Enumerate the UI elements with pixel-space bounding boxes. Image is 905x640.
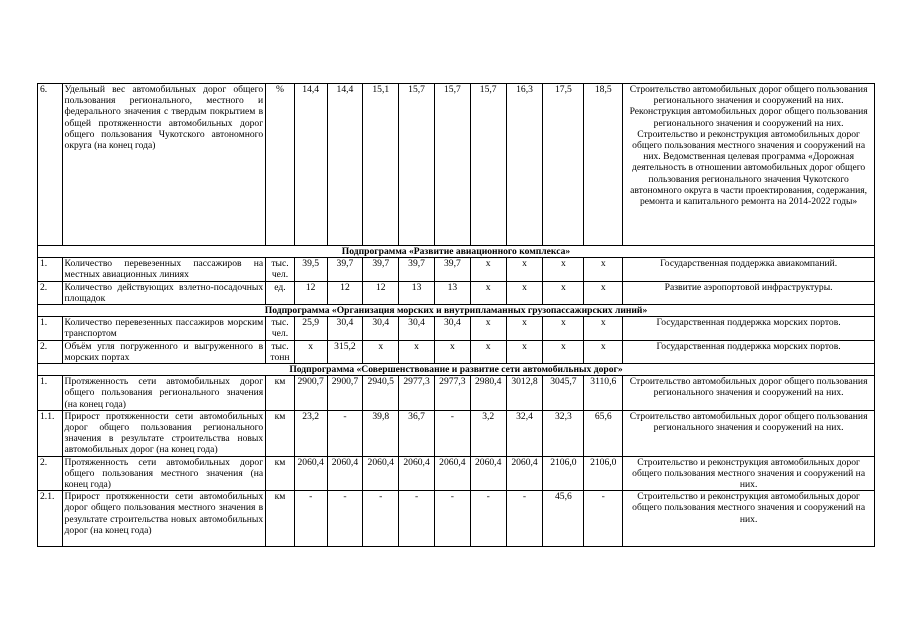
value-cell: 3,2 — [470, 410, 506, 456]
unit-cell: км — [266, 456, 295, 491]
value-cell: 39,8 — [363, 410, 399, 456]
value-cell: х — [294, 340, 327, 363]
table-row — [38, 317, 875, 340]
value-cell: 2106,0 — [584, 456, 623, 491]
value-cell: х — [543, 340, 584, 363]
value-cell: 32,4 — [506, 410, 543, 456]
value-cell: 2060,4 — [399, 456, 435, 491]
table-row — [38, 491, 875, 547]
value-cell: х — [470, 317, 506, 340]
value-cell: 2060,4 — [363, 456, 399, 491]
measures-cell: Государственная поддержка морских портов. — [623, 317, 875, 340]
table-row — [38, 410, 875, 456]
value-cell: х — [584, 317, 623, 340]
value-cell: х — [363, 340, 399, 363]
value-cell: - — [434, 410, 470, 456]
value-cell: 14,4 — [327, 84, 363, 246]
value-cell: 2977,3 — [434, 376, 470, 411]
value-cell: - — [470, 491, 506, 547]
row-number: 6. — [38, 84, 63, 246]
indicator-name: Удельный вес автомобильных дорог общего пользования регионального, местного и федерального значения с твердым покрытием в общей протяженности автомобильных дорог общего пользования Чукотского автономного округа (на конец года) — [62, 84, 266, 246]
value-cell: х — [506, 317, 543, 340]
indicator-name: Протяженность сети автомобильных дорог общего пользования регионального значения (на конец года) — [62, 376, 266, 411]
row-number: 2. — [38, 281, 63, 304]
measures-cell: Строительство автомобильных дорог общего пользования регионального значения и сооружений на них. — [623, 376, 875, 411]
value-cell: - — [584, 491, 623, 547]
value-cell: 16,3 — [506, 84, 543, 246]
row-number: 2. — [38, 456, 63, 491]
value-cell: 12 — [363, 281, 399, 304]
unit-cell: км — [266, 410, 295, 456]
table-row — [38, 258, 875, 281]
row-number: 2.1. — [38, 491, 63, 547]
value-cell: 15,7 — [434, 84, 470, 246]
table-row — [38, 84, 875, 246]
indicator-name: Прирост протяженности сети автомобильных дорог общего пользования регионального значения в результате строительства новых автомобильных дорог (на конец года) — [62, 410, 266, 456]
value-cell: х — [543, 258, 584, 281]
subprogram-header-row — [38, 305, 875, 317]
value-cell: 30,4 — [363, 317, 399, 340]
value-cell: х — [543, 281, 584, 304]
value-cell: х — [470, 258, 506, 281]
value-cell: 39,5 — [294, 258, 327, 281]
indicator-name: Прирост протяженности сети автомобильных дорог общего пользования местного значения в результате строительства новых автомобильных дорог (на конец года) — [62, 491, 266, 547]
value-cell: 3012,8 — [506, 376, 543, 411]
unit-cell: км — [266, 376, 295, 411]
value-cell: 14,4 — [294, 84, 327, 246]
value-cell: 65,6 — [584, 410, 623, 456]
value-cell: 30,4 — [434, 317, 470, 340]
table-row — [38, 456, 875, 491]
measures-cell: Строительство и реконструкция автомобильных дорог общего пользования местного значения и сооружений на них. — [623, 456, 875, 491]
value-cell: 2060,4 — [434, 456, 470, 491]
value-cell: 2900,7 — [327, 376, 363, 411]
subprogram-title: Подпрограмма «Совершенствование и развитие сети автомобильных дорог» — [38, 364, 875, 376]
value-cell: - — [294, 491, 327, 547]
value-cell: 30,4 — [399, 317, 435, 340]
value-cell: 315,2 — [327, 340, 363, 363]
value-cell: х — [584, 340, 623, 363]
unit-cell: ед. — [266, 281, 295, 304]
value-cell: 39,7 — [434, 258, 470, 281]
value-cell: х — [399, 340, 435, 363]
indicator-name: Количество действующих взлетно-посадочных площадок — [62, 281, 266, 304]
row-number: 1. — [38, 376, 63, 411]
value-cell: - — [399, 491, 435, 547]
measures-cell: Строительство автомобильных дорог общего пользования регионального значения и сооружений на них. Реконструкция автомобильных дорог общего пользования регионального значения и сооружений на них. Строительство и реконструкция автомобильных дорог общего пользования местного значения и сооружений на них. Ведомственная целевая программа «Дорожная деятельность в отношении автомобильных дорог общего пользования регионального значения Чукотского автономного округа в части проектирования, содержания, ремонта и капитального ремонта на 2014-2022 годы» — [623, 84, 875, 246]
value-cell: 36,7 — [399, 410, 435, 456]
row-number: 1.1. — [38, 410, 63, 456]
value-cell: - — [506, 491, 543, 547]
value-cell: х — [470, 340, 506, 363]
value-cell: - — [363, 491, 399, 547]
subprogram-title: Подпрограмма «Организация морских и внутрипламанных грузопассажирских линий» — [38, 305, 875, 317]
value-cell: 17,5 — [543, 84, 584, 246]
table-row — [38, 340, 875, 363]
row-number: 2. — [38, 340, 63, 363]
indicators-table — [37, 83, 875, 547]
value-cell: 13 — [434, 281, 470, 304]
measures-cell: Государственная поддержка авиакомпаний. — [623, 258, 875, 281]
measures-cell: Строительство и реконструкция автомобильных дорог общего пользования местного значения и сооружений на них. — [623, 491, 875, 547]
value-cell: 15,7 — [470, 84, 506, 246]
value-cell: 13 — [399, 281, 435, 304]
value-cell: х — [543, 317, 584, 340]
value-cell: 2900,7 — [294, 376, 327, 411]
value-cell: х — [584, 281, 623, 304]
unit-cell: тыс. тонн — [266, 340, 295, 363]
unit-cell: км — [266, 491, 295, 547]
value-cell: - — [434, 491, 470, 547]
row-number: 1. — [38, 317, 63, 340]
indicator-name: Количество перевезенных пассажиров на местных авиационных линиях — [62, 258, 266, 281]
measures-cell: Развитие аэропортовой инфраструктуры. — [623, 281, 875, 304]
value-cell: 2060,4 — [327, 456, 363, 491]
value-cell: 25,9 — [294, 317, 327, 340]
table-row — [38, 281, 875, 304]
value-cell: 3045,7 — [543, 376, 584, 411]
value-cell: х — [506, 258, 543, 281]
value-cell: 12 — [327, 281, 363, 304]
unit-cell: % — [266, 84, 295, 246]
value-cell: 2106,0 — [543, 456, 584, 491]
value-cell: 39,7 — [327, 258, 363, 281]
value-cell: - — [327, 410, 363, 456]
unit-cell: тыс. чел. — [266, 317, 295, 340]
value-cell: 39,7 — [399, 258, 435, 281]
value-cell: 39,7 — [363, 258, 399, 281]
value-cell: 32,3 — [543, 410, 584, 456]
value-cell: - — [327, 491, 363, 547]
value-cell: х — [434, 340, 470, 363]
value-cell: 2940,5 — [363, 376, 399, 411]
value-cell: 2060,4 — [506, 456, 543, 491]
value-cell: 15,1 — [363, 84, 399, 246]
subprogram-header-row — [38, 246, 875, 258]
value-cell: 2060,4 — [470, 456, 506, 491]
value-cell: 23,2 — [294, 410, 327, 456]
indicator-name: Количество перевезенных пассажиров морским транспортом — [62, 317, 266, 340]
value-cell: 12 — [294, 281, 327, 304]
value-cell: 3110,6 — [584, 376, 623, 411]
value-cell: х — [506, 281, 543, 304]
subprogram-title: Подпрограмма «Развитие авиационного комплекса» — [38, 246, 875, 258]
subprogram-header-row — [38, 364, 875, 376]
value-cell: 2060,4 — [294, 456, 327, 491]
indicator-name: Объём угля погруженного и выгруженного в морских портах — [62, 340, 266, 363]
value-cell: х — [470, 281, 506, 304]
value-cell: 15,7 — [399, 84, 435, 246]
value-cell: х — [584, 258, 623, 281]
measures-cell: Строительство автомобильных дорог общего пользования регионального значения и сооружений на них. — [623, 410, 875, 456]
value-cell: 2977,3 — [399, 376, 435, 411]
indicator-name: Протяженность сети автомобильных дорог общего пользования местного значения (на конец года) — [62, 456, 266, 491]
measures-cell: Государственная поддержка морских портов. — [623, 340, 875, 363]
value-cell: 18,5 — [584, 84, 623, 246]
value-cell: 2980,4 — [470, 376, 506, 411]
unit-cell: тыс. чел. — [266, 258, 295, 281]
table-row — [38, 376, 875, 411]
row-number: 1. — [38, 258, 63, 281]
value-cell: х — [506, 340, 543, 363]
value-cell: 30,4 — [327, 317, 363, 340]
value-cell: 45,6 — [543, 491, 584, 547]
